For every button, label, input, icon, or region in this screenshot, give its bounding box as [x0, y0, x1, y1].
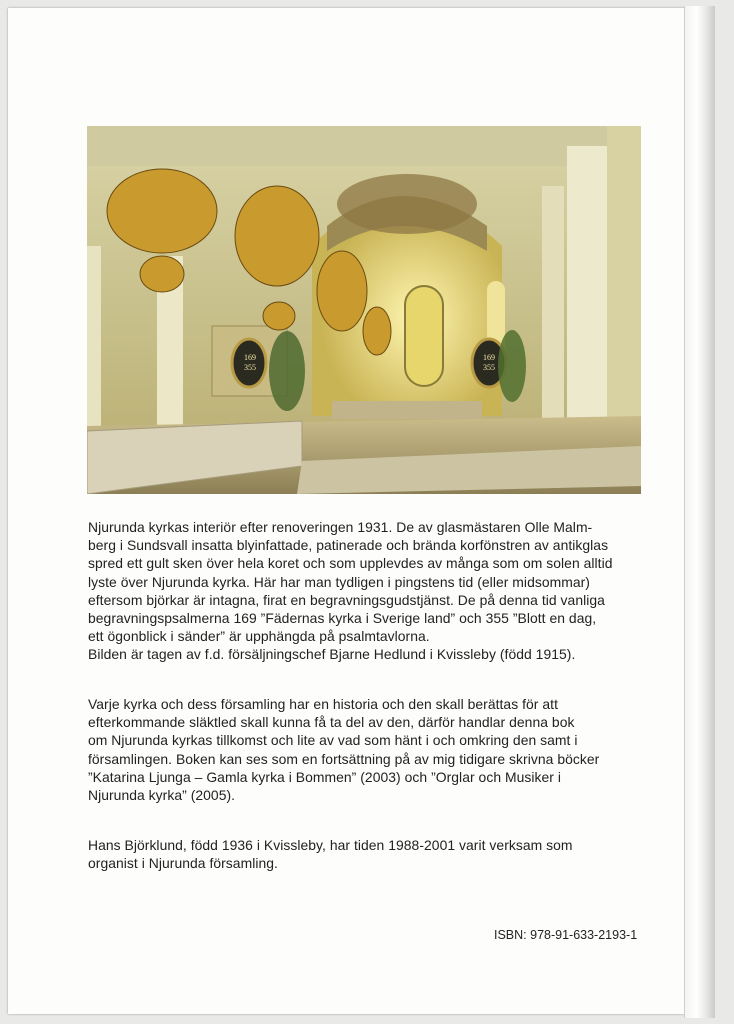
hymn-number: 169 — [244, 353, 256, 362]
author-line: organist i Njurunda församling. — [88, 855, 278, 872]
hymn-number: 355 — [244, 363, 256, 372]
hymn-number: 169 — [483, 353, 495, 362]
hymn-board-left — [237, 353, 263, 373]
book-description — [88, 695, 648, 804]
description-line: Varje kyrka och dess församling har en historia och den skall berättas för att — [88, 696, 558, 712]
photo-caption — [88, 518, 648, 664]
description-line: församlingen. Boken kan ses som en fortsättning på av mig tidigare skrivna böcker — [88, 750, 600, 767]
hymn-board-right — [476, 353, 502, 373]
author-line: Hans Björklund, född 1936 i Kvissleby, har tiden 1988-2001 varit verksam som — [88, 837, 573, 853]
caption-line: begravningspsalmerna 169 ”Fädernas kyrka i Sverige land” och 355 ”Blott en dag, — [88, 610, 597, 627]
book-spine — [684, 6, 715, 1018]
caption-line: spred ett gult sken över hela koret och som upplevdes av många som om solen alltid — [88, 555, 613, 572]
hymn-number: 355 — [483, 363, 495, 372]
description-line: ”Katarina Ljunga – Gamla kyrka i Bommen” (2003) och ”Orglar och Musiker i — [88, 768, 562, 785]
church-interior-photo — [87, 126, 641, 494]
description-line: Njurunda kyrka” (2005). — [88, 787, 236, 804]
author-bio — [88, 836, 648, 872]
description-line: om Njurunda kyrkas tillkomst och lite av vad som hänt i och omkring den samt i — [88, 732, 578, 749]
isbn-number: ISBN: 978-91-633-2193-1 — [494, 928, 638, 942]
caption-line: Njurunda kyrkas interiör efter renoveringen 1931. De av glasmästaren Olle Malm- — [88, 519, 593, 535]
caption-line: lyste över Njurunda kyrka. Här har man tydligen i pingstens tid (eller midsommar) — [88, 573, 590, 590]
description-line: efterkommande släktled skall kunna få ta del av den, därför handlar denna bok — [88, 714, 575, 731]
caption-line: Bilden är tagen av f.d. försäljningschef Bjarne Hedlund i Kvissleby (född 1915). — [88, 646, 576, 663]
caption-line: berg i Sundsvall insatta blyinfattade, patinerade och brända korfönstren av antikglas — [88, 537, 609, 554]
caption-line: ett ögonblick i sänder” är upphängda på psalmtavlorna. — [88, 628, 430, 645]
caption-line: eftersom björkar är intagna, firat en begravningsgudstjänst. De på denna tid vanliga — [88, 591, 605, 608]
